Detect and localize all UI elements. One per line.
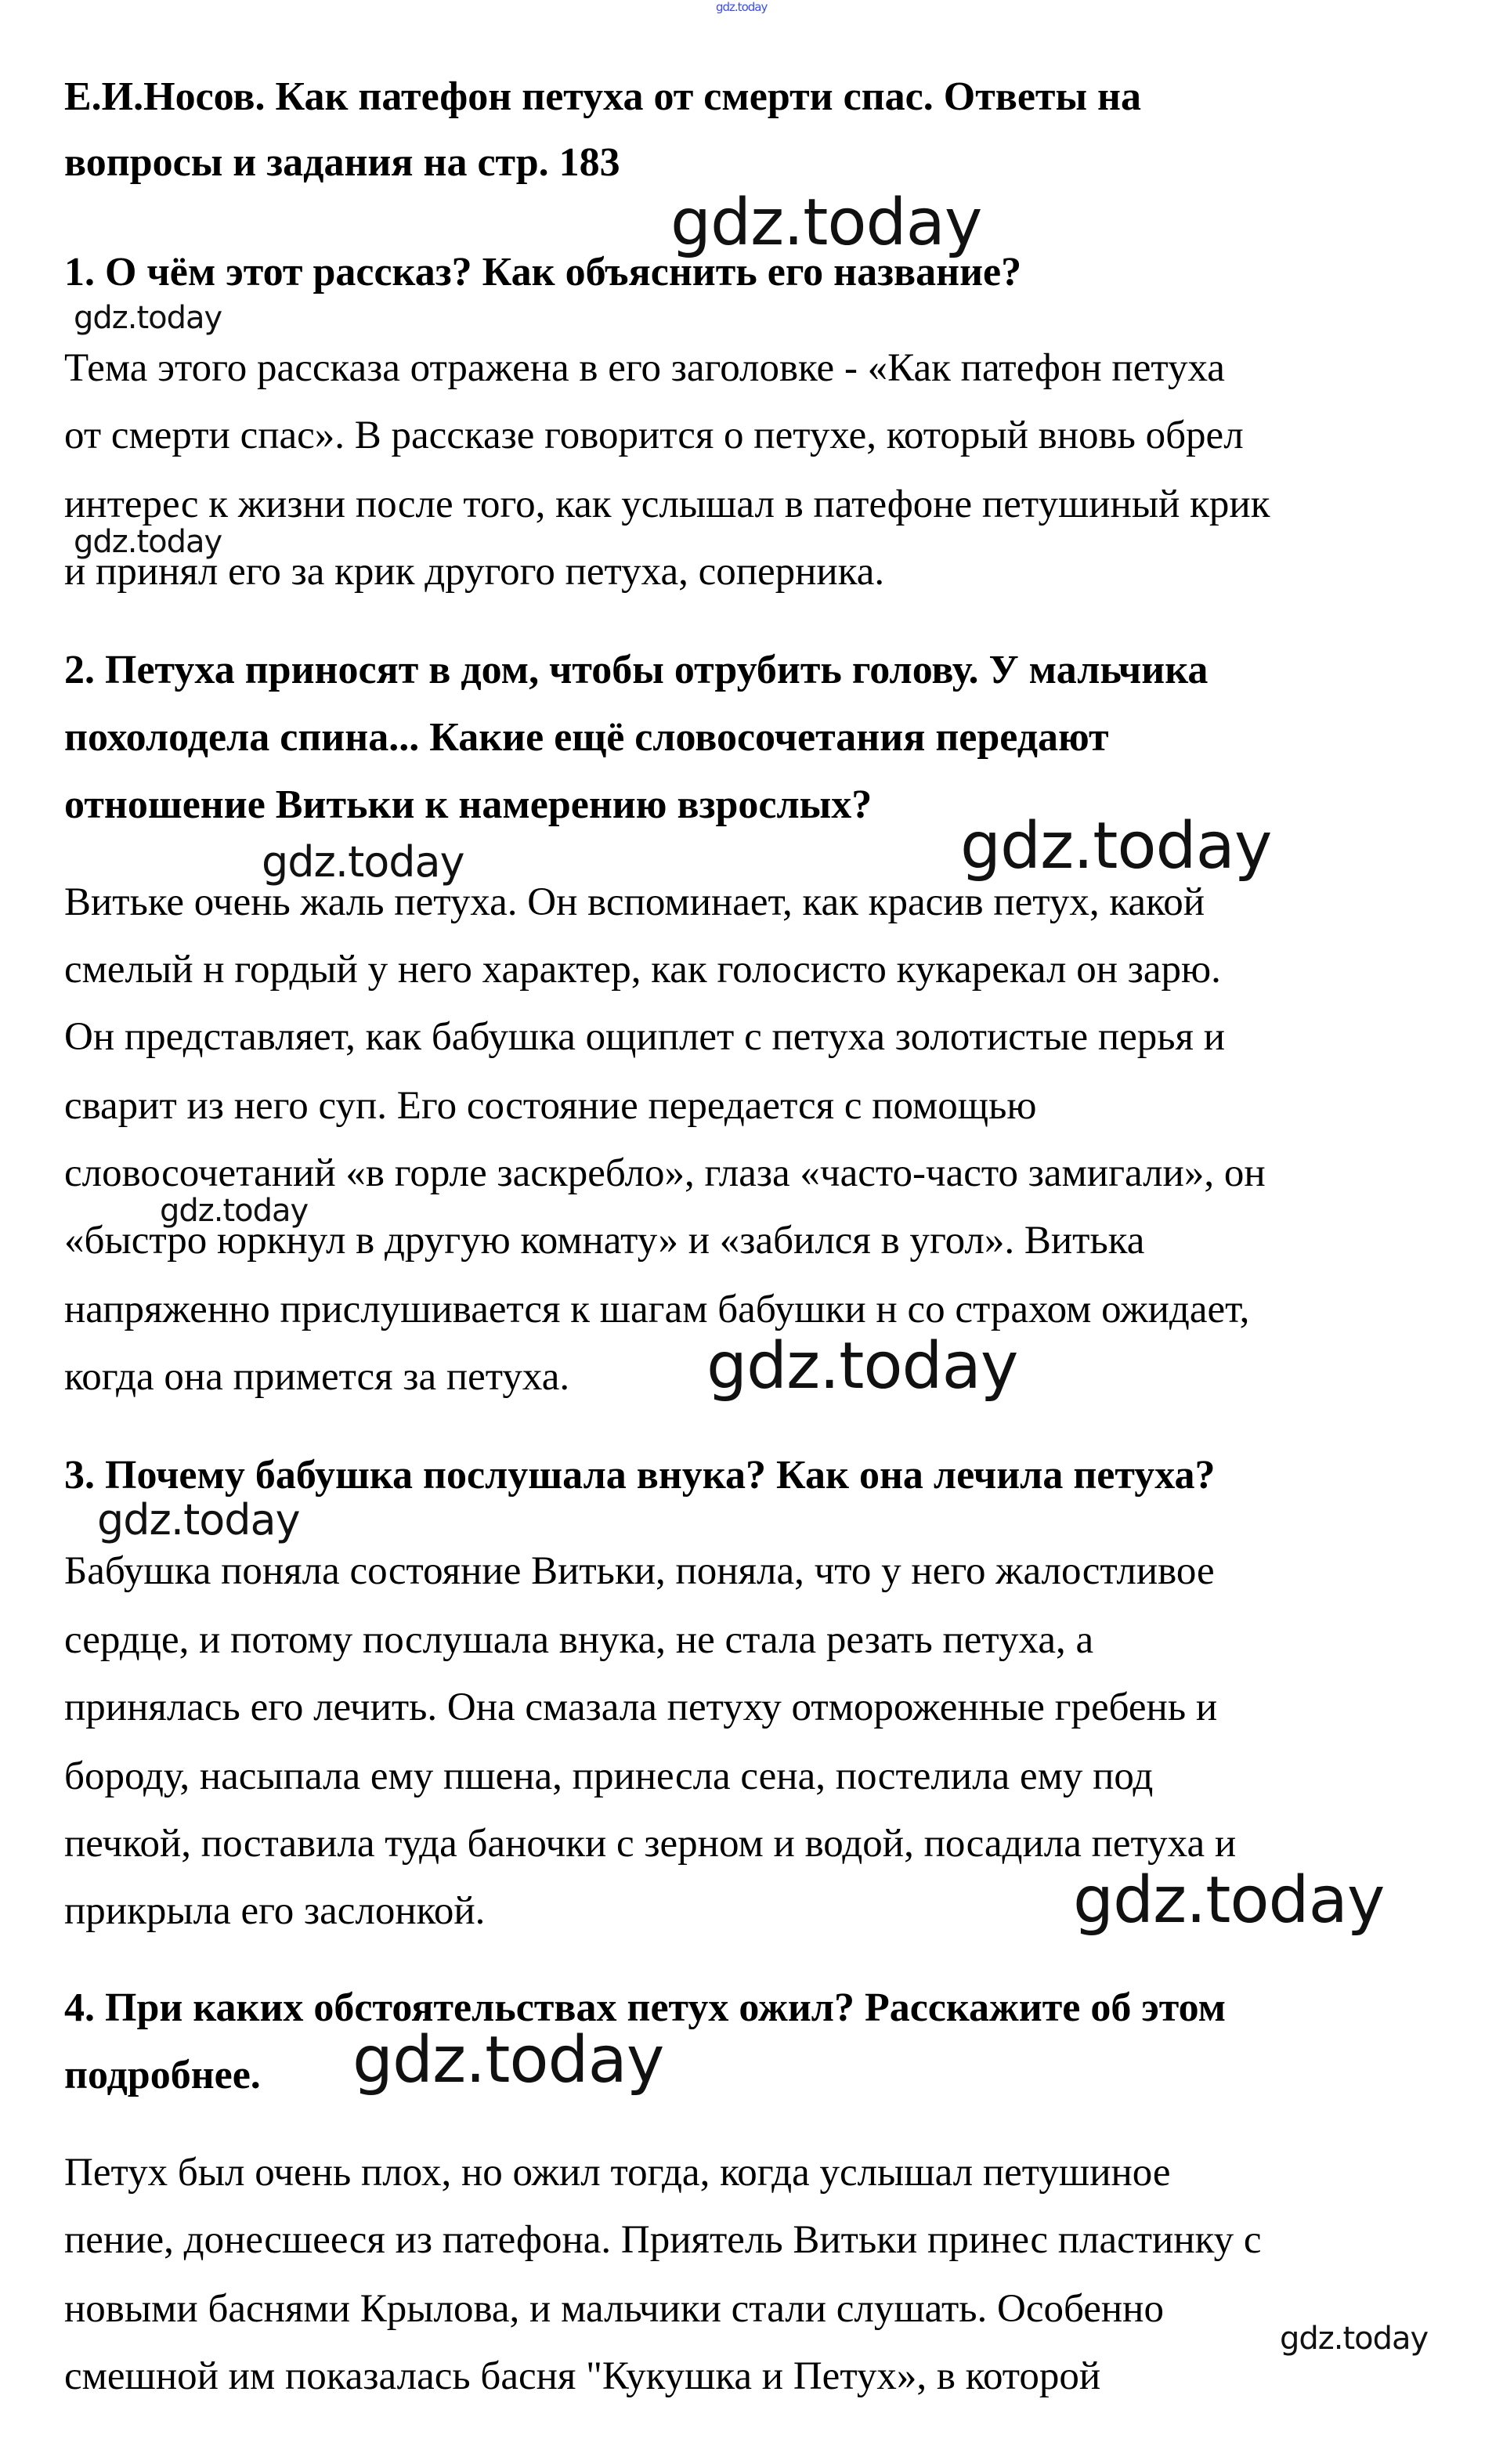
answer-3-line: сердце, и потому послушала внука, не стала резать петуха, а xyxy=(64,1618,1094,1662)
watermark: gdz.today xyxy=(74,300,222,336)
question-4-line: подробнее. xyxy=(64,2053,261,2097)
watermark: gdz.today xyxy=(352,2023,664,2097)
watermark: gdz.today xyxy=(670,186,982,260)
watermark: gdz.today xyxy=(1280,2321,1429,2357)
answer-2-line: сварит из него суп. Его состояние передается с помощью xyxy=(64,1084,1037,1128)
watermark: gdz.today xyxy=(262,837,464,887)
answer-2-line: когда она примется за петуха. xyxy=(64,1355,570,1399)
answer-2-line: «быстро юркнул в другую комнату» и «забился в угол». Витька xyxy=(64,1219,1145,1263)
question-2-line: 2. Петуха приносят в дом, чтобы отрубить голову. У мальчика xyxy=(64,648,1209,692)
answer-2-line: словосочетаний «в горле заскребло», глаза «часто-часто замигали», он xyxy=(64,1151,1266,1195)
answer-3-line: печкой, поставила туда баночки с зерном и водой, посадила петуха и xyxy=(64,1822,1237,1866)
question-2-line: отношение Витьки к намерению взрослых? xyxy=(64,782,873,827)
answer-3-line: Бабушка поняла состояние Витьки, поняла, что у него жалостливое xyxy=(64,1549,1215,1593)
watermark: gdz.today xyxy=(960,809,1272,883)
answer-1-line: и принял его за крик другого петуха, соперника. xyxy=(64,550,885,594)
watermark: gdz.today xyxy=(706,1329,1018,1404)
answer-4-line: Петух был очень плох, но ожил тогда, когда услышал петушиное xyxy=(64,2151,1171,2195)
answer-4-line: новыми баснями Крылова, и мальчики стали слушать. Особенно xyxy=(64,2287,1164,2331)
answer-2-line: смелый н гордый у него характер, как голосисто кукарекал он зарю. xyxy=(64,948,1221,992)
watermark: gdz.today xyxy=(1073,1863,1385,1938)
answer-4-line: смешной им показалась басня "Кукушка и Петух», в которой xyxy=(64,2354,1101,2398)
question-3: 3. Почему бабушка послушала внука? Как она лечила петуха? xyxy=(64,1453,1216,1498)
watermark: gdz.today xyxy=(97,1495,300,1545)
watermark: gdz.today xyxy=(716,0,768,14)
answer-2-line: напряженно прислушивается к шагам бабушки н со страхом ожидает, xyxy=(64,1288,1250,1331)
document-title-line: Е.И.Носов. Как патефон петуха от смерти спас. Ответы на xyxy=(64,74,1142,119)
watermark: gdz.today xyxy=(160,1193,309,1229)
answer-1-line: интерес к жизни после того, как услышал в патефоне петушиный крик xyxy=(64,482,1270,526)
answer-4-line: пение, донесшееся из патефона. Приятель Витьки принес пластинку с xyxy=(64,2218,1262,2262)
answer-2-line: Он представляет, как бабушка ощиплет с петуха золотистые перья и xyxy=(64,1015,1226,1059)
answer-3-line: бороду, насыпала ему пшена, принесла сена, постелила ему под xyxy=(64,1754,1154,1798)
answer-3-line: прикрыла его заслонкой. xyxy=(64,1889,486,1933)
watermark: gdz.today xyxy=(74,524,222,560)
question-4-line: 4. При каких обстоятельствах петух ожил? Расскажите об этом xyxy=(64,1985,1227,2030)
document-title-line: вопросы и задания на стр. 183 xyxy=(64,140,620,185)
question-2-line: похолодела спина... Какие ещё словосочетания передают xyxy=(64,715,1109,760)
answer-3-line: принялась его лечить. Она смазала петуху отмороженные гребень и xyxy=(64,1685,1218,1729)
answer-1-line: от смерти спас». В рассказе говорится о петухе, который вновь обрел xyxy=(64,414,1244,457)
answer-2-line: Витьке очень жаль петуха. Он вспоминает, как красив петух, какой xyxy=(64,880,1205,924)
answer-1-line: Тема этого рассказа отражена в его заголовке - «Как патефон петуха xyxy=(64,346,1225,390)
question-1: 1. О чём этот рассказ? Как объяснить его название? xyxy=(64,250,1022,294)
